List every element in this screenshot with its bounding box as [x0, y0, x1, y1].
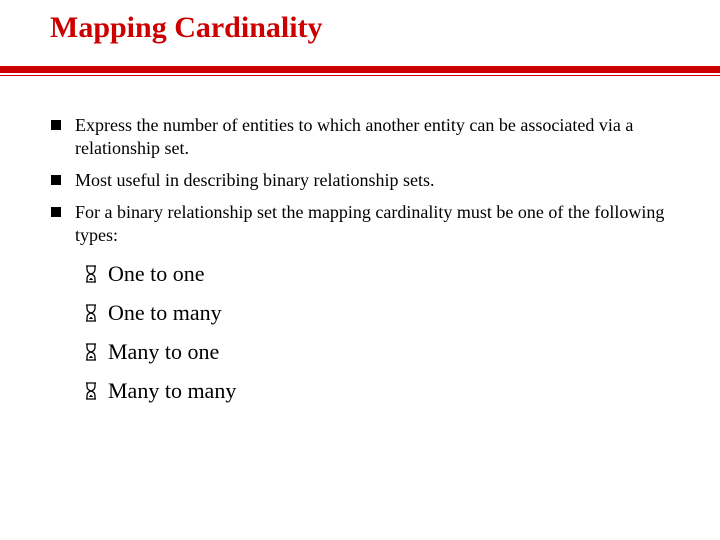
cardinality-type-item — [84, 377, 236, 405]
cardinality-type-text: One to many — [108, 300, 222, 325]
square-bullet-icon — [51, 120, 61, 130]
title-divider — [0, 66, 720, 73]
cardinality-type-text: Many to many — [108, 378, 237, 403]
cardinality-type-list — [84, 260, 236, 416]
bullet-item — [51, 201, 691, 247]
bullet-list — [51, 114, 691, 256]
bullet-item — [51, 114, 691, 160]
slide-title: Mapping Cardinality — [50, 11, 323, 44]
hourglass-bullet-icon — [84, 304, 98, 322]
cardinality-type-text: Many to one — [108, 339, 220, 364]
bullet-item — [51, 169, 691, 192]
bullet-text: Most useful in describing binary relationship sets. — [75, 170, 435, 190]
title-divider-thin — [0, 75, 720, 76]
cardinality-type-item — [84, 338, 236, 366]
cardinality-type-item — [84, 260, 236, 288]
square-bullet-icon — [51, 207, 61, 217]
hourglass-bullet-icon — [84, 265, 98, 283]
bullet-text: For a binary relationship set the mapping cardinality must be one of the following types: — [75, 202, 665, 245]
hourglass-bullet-icon — [84, 382, 98, 400]
square-bullet-icon — [51, 175, 61, 185]
cardinality-type-text: One to one — [108, 261, 205, 286]
cardinality-type-item — [84, 299, 236, 327]
hourglass-bullet-icon — [84, 343, 98, 361]
bullet-text: Express the number of entities to which another entity can be associated via a relationship set. — [75, 115, 634, 158]
